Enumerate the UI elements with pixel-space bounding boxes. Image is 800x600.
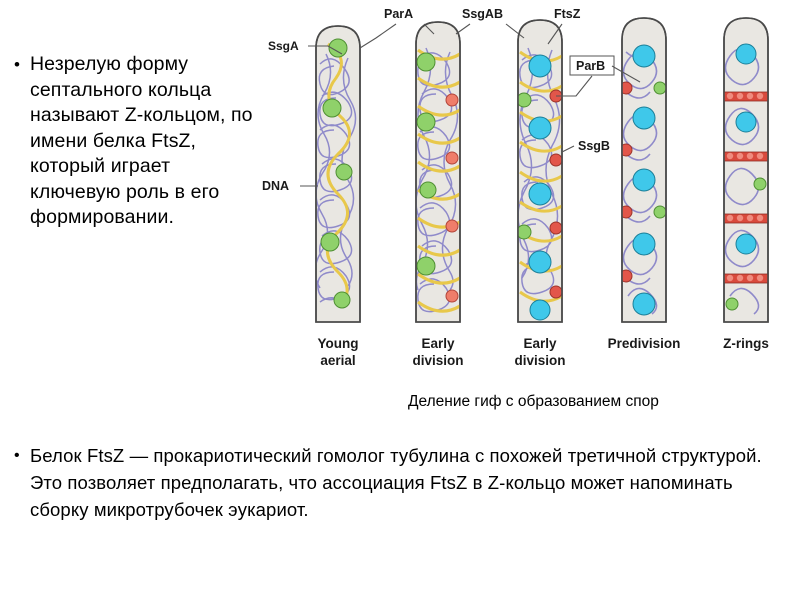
cell-z-rings: [724, 18, 768, 322]
cell-young-aerial: [315, 26, 360, 322]
spore-division-figure: [256, 4, 794, 384]
cell-early-division-2: [517, 20, 562, 322]
stage-5-line1: Z-rings: [723, 336, 769, 351]
label-ssgab: SsgAB: [462, 7, 503, 21]
label-ssgb: SsgB: [578, 139, 610, 153]
stage-caption-5: [723, 336, 769, 351]
bottom-bullet-text: Белок FtsZ — прокариотический гомолог тубулина с похожей третичной структурой. Это позволяет предполагать, что ассоциация FtsZ в Z-кольцо может напоминать сборку микротрубочек эукариот.: [30, 445, 762, 520]
label-dna: DNA: [262, 179, 290, 193]
stage-4-line1: Predivision: [607, 336, 681, 351]
figure-svg: [256, 4, 794, 384]
stage-2-line2: division: [412, 353, 464, 368]
label-para: ParA: [384, 7, 414, 21]
top-bullet-text: Незрелую форму септального кольца называют Z-кольцом, по имени белка FtsZ, который играет ключевую роль в его формировании.: [30, 53, 253, 228]
stage-caption-4: [608, 336, 681, 351]
top-bullet-block: [14, 52, 262, 231]
bullet-marker-icon-bottom: •: [14, 447, 20, 464]
bottom-bullet-block: [14, 442, 774, 523]
stage-2-line1: Early: [421, 336, 455, 351]
stage-caption-1: [318, 336, 359, 368]
figure-caption: Деление гиф с образованием спор: [408, 393, 659, 410]
stage-3-line1: Early: [523, 336, 557, 351]
label-ssga: SsgA: [268, 39, 299, 53]
stage-caption-3: [514, 336, 565, 368]
label-parb: ParB: [576, 59, 606, 73]
stage-caption-2: [412, 336, 463, 368]
bullet-row-top: [14, 52, 262, 231]
stage-1-line1: Young: [317, 336, 359, 351]
stage-1-line2: aerial: [320, 353, 356, 368]
bullet-row-bottom: [14, 442, 774, 523]
callout-dna: [262, 179, 318, 193]
label-ftsz: FtsZ: [554, 7, 581, 21]
stage-3-line2: division: [514, 353, 566, 368]
callout-ssgab: [456, 7, 524, 38]
cell-early-division-1: [416, 22, 460, 322]
cell-predivision: [620, 18, 666, 322]
callout-ssgb: [562, 139, 610, 153]
bullet-marker-icon: •: [14, 55, 20, 74]
